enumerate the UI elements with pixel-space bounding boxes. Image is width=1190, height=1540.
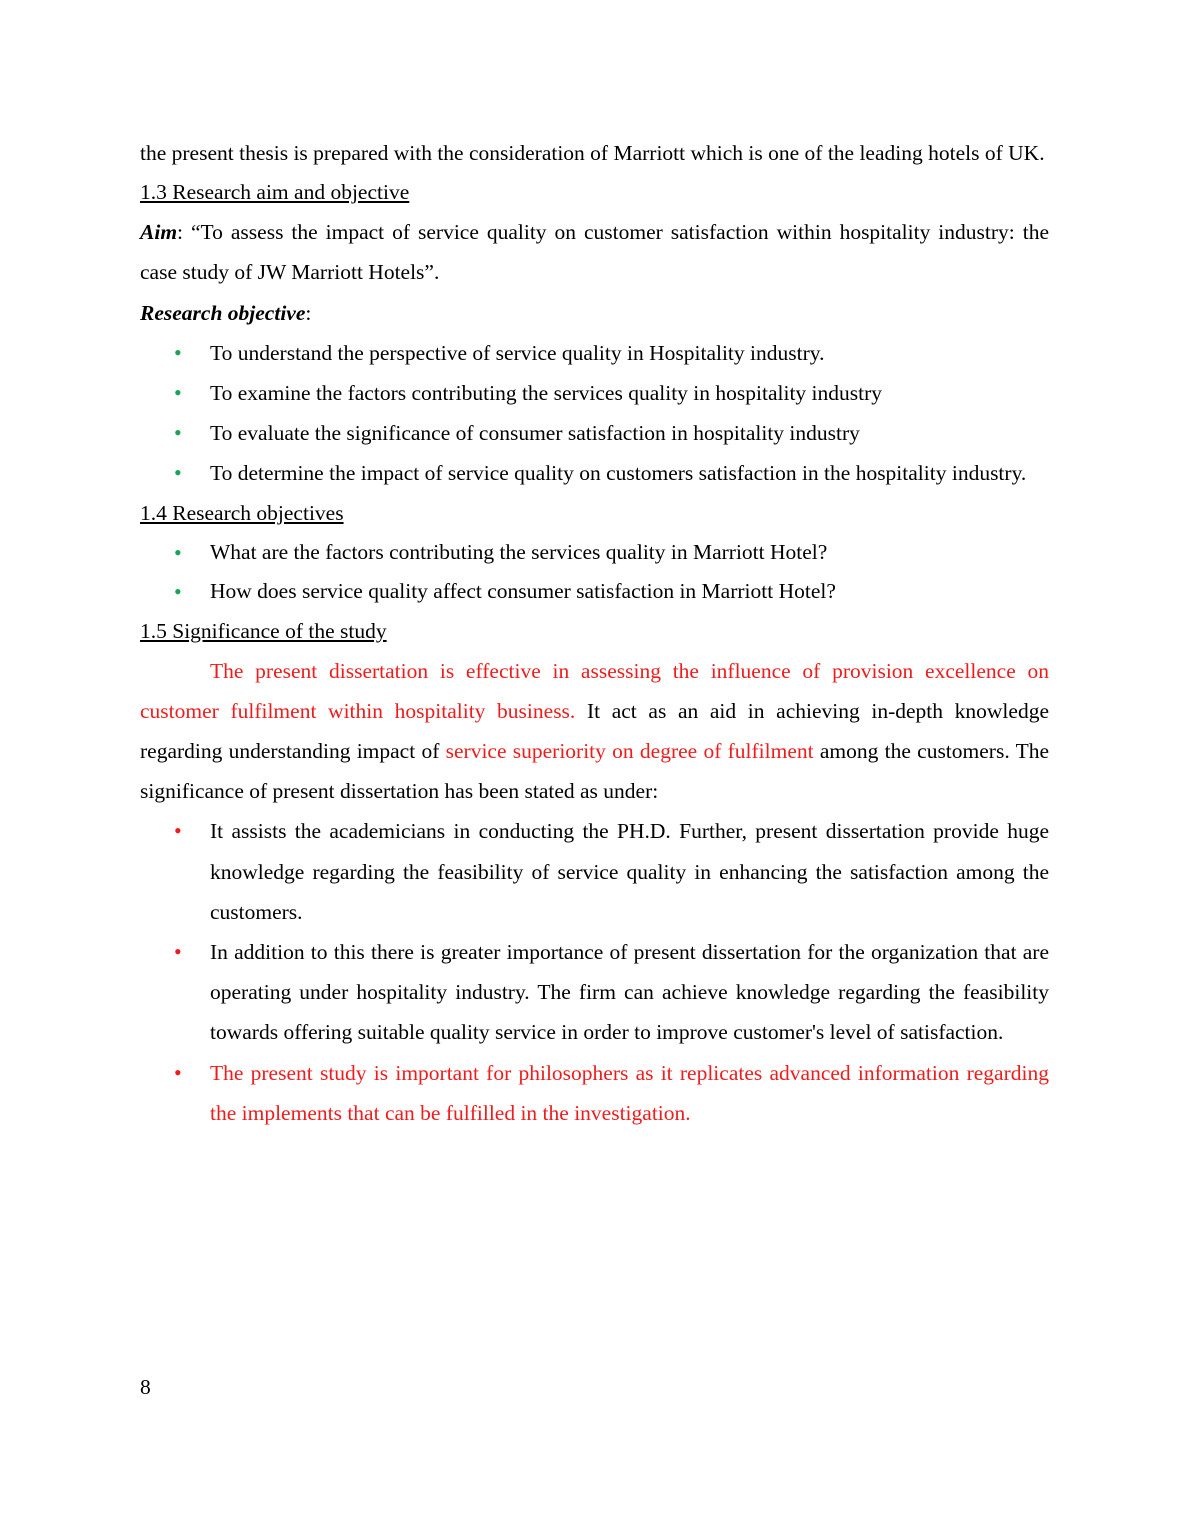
list-item [140, 373, 1049, 413]
bullet-icon: • [174, 339, 182, 365]
list-item-text: To determine the impact of service quality on customers satisfaction in the hospitality industry. [210, 461, 1027, 486]
list-item-text: In addition to this there is greater importance of present dissertation for the organization that are operating under hospitality industry. The firm can achieve knowledge regarding the feasibility towards offering suitable quality service in order to improve customer's level of satisfaction. [210, 940, 1049, 1045]
list-item [140, 533, 1049, 573]
significance-paragraph [140, 651, 1049, 812]
list-item [140, 1053, 1049, 1133]
list-item-text: To evaluate the significance of consumer satisfaction in hospitality industry [210, 421, 860, 446]
body-text: It act as an aid in achieving in-depth knowledge regarding understanding impact of [140, 698, 1049, 764]
list-item [140, 932, 1049, 1053]
bullet-icon: • [174, 818, 182, 844]
objective-label-line [140, 293, 1049, 333]
list-item-text: It assists the academicians in conducting the PH.D. Further, present dissertation provide huge knowledge regarding the feasibility of service quality in enhancing the satisfaction among the customers. [210, 819, 1049, 924]
highlighted-text: The present dissertation is effective in assessing the influence of provision excellence on customer fulfilment within hospitality business. [140, 658, 1049, 723]
bullet-icon: • [174, 939, 182, 965]
list-item [140, 453, 1049, 493]
document-page [140, 133, 1049, 1133]
list-item-text: To examine the factors contributing the services quality in hospitality industry [210, 381, 883, 406]
aim-paragraph [140, 212, 1049, 292]
bullet-icon: • [174, 539, 182, 565]
bullet-icon: • [174, 460, 182, 486]
bullet-icon: • [174, 579, 182, 605]
list-item [140, 333, 1049, 373]
intro-paragraph: the present thesis is prepared with the consideration of Marriott which is one of the leading hotels of UK. [140, 141, 1045, 165]
section-heading-1-3: 1.3 Research aim and objective [140, 180, 410, 205]
list-item [140, 572, 1049, 612]
page-number: 8 [140, 1375, 151, 1399]
objective-colon: : [305, 300, 312, 325]
aim-colon: : [177, 220, 184, 245]
list-item-text: To understand the perspective of service quality in Hospitality industry. [210, 340, 825, 365]
research-questions-list [140, 533, 1049, 612]
aim-label: Aim [140, 220, 178, 245]
bullet-icon: • [174, 1059, 182, 1085]
objective-label: Research objective [140, 300, 306, 325]
highlighted-text: service superiority on degree of fulfilment [445, 739, 814, 764]
objectives-list [140, 333, 1049, 494]
list-item-text: The present study is important for philosophers as it replicates advanced information regarding the implements that can be fulfilled in the investigation. [210, 1060, 1049, 1125]
bullet-icon: • [174, 380, 182, 406]
section-heading-1-4: 1.4 Research objectives [140, 500, 344, 525]
significance-list [140, 811, 1049, 1133]
section-heading-1-5: 1.5 Significance of the study [140, 618, 387, 643]
list-item [140, 811, 1049, 932]
list-item-text: What are the factors contributing the services quality in Marriott Hotel? [210, 539, 828, 564]
body-text: among the customers. The significance of present dissertation has been stated as under: [140, 739, 1049, 804]
aim-text: “To assess the impact of service quality on customer satisfaction within hospitality industry: the case study of JW Marriott Hotels”. [140, 220, 1049, 285]
list-item [140, 413, 1049, 453]
bullet-icon: • [174, 420, 182, 446]
list-item-text: How does service quality affect consumer satisfaction in Marriott Hotel? [210, 579, 836, 604]
